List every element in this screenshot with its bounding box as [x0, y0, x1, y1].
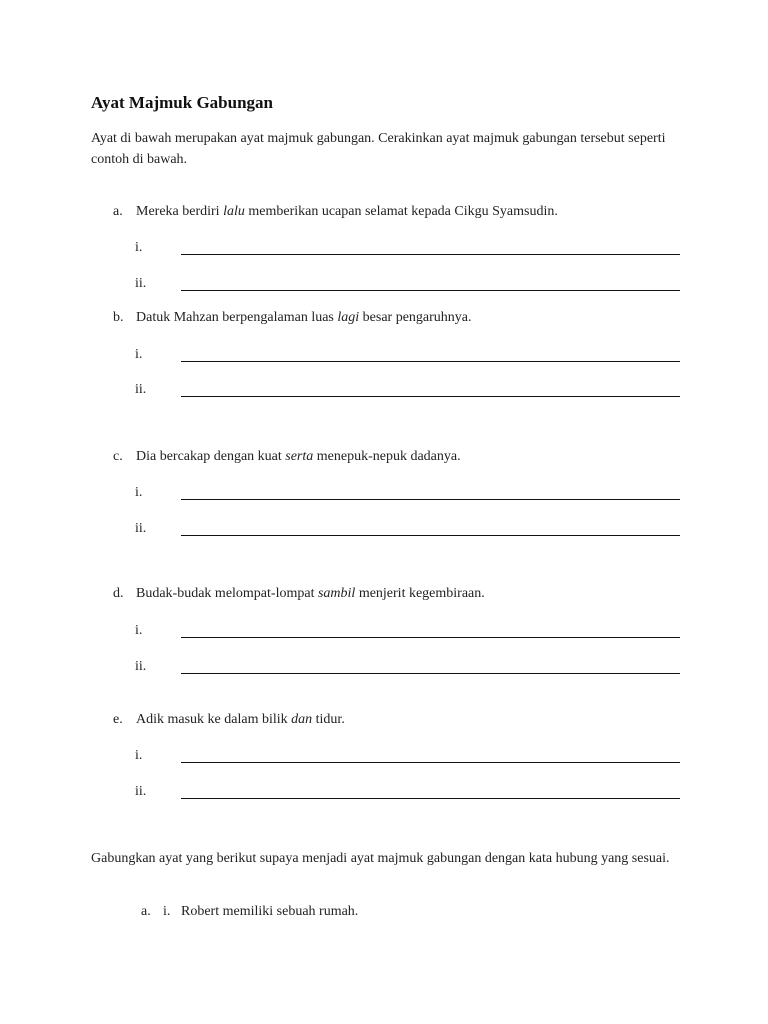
answer-number: ii. — [135, 382, 147, 397]
answer-number: ii. — [135, 784, 147, 799]
question-letter: c. — [113, 449, 123, 464]
page-title: Ayat Majmuk Gabungan — [91, 93, 273, 112]
answer-number: i. — [135, 623, 143, 638]
question-text-before: Datuk Mahzan berpengalaman luas — [136, 310, 338, 325]
answer-number: i. — [135, 347, 143, 362]
item-letter: a. — [141, 904, 151, 919]
question-text-after: besar pengaruhnya. — [359, 310, 472, 325]
answer-number: i. — [135, 485, 143, 500]
question-c — [113, 448, 713, 466]
conjunction-word: serta — [285, 449, 314, 464]
answer-rule — [181, 499, 680, 500]
answer-rule — [181, 637, 680, 638]
answer-line-c-ii[interactable] — [135, 519, 680, 539]
answer-rule — [181, 535, 680, 536]
answer-rule — [181, 361, 680, 362]
question-letter: a. — [113, 204, 123, 219]
question-text-before: Budak-budak melompat-lompat — [136, 586, 318, 601]
question-text-after: memberikan ucapan selamat kepada Cikgu Syamsudin. — [244, 204, 558, 219]
question-d — [113, 585, 713, 603]
answer-line-d-i[interactable] — [135, 621, 680, 641]
answer-number: ii. — [135, 276, 147, 291]
answer-number: ii. — [135, 521, 147, 536]
answer-line-e-i[interactable] — [135, 746, 680, 766]
answer-line-a-i[interactable] — [135, 238, 680, 258]
answer-line-c-i[interactable] — [135, 483, 680, 503]
conjunction-word: sambil — [317, 586, 356, 601]
item-text: Robert memiliki sebuah rumah. — [181, 904, 359, 919]
question-text-after: menepuk-nepuk dadanya. — [313, 449, 461, 464]
section2-instruction: Gabungkan ayat yang berikut supaya menjadi ayat majmuk gabungan dengan kata hubung yang sesuai. — [91, 851, 670, 866]
question-text-before: Adik masuk ke dalam bilik — [136, 712, 292, 727]
answer-rule — [181, 290, 680, 291]
question-letter: b. — [113, 310, 124, 325]
conjunction-word: dan — [291, 712, 313, 727]
answer-rule — [181, 762, 680, 763]
question-e — [113, 711, 713, 729]
answer-rule — [181, 396, 680, 397]
conjunction-word: lagi — [337, 310, 360, 325]
answer-number: i. — [135, 240, 143, 255]
answer-line-a-ii[interactable] — [135, 274, 680, 294]
answer-line-b-ii[interactable] — [135, 380, 680, 400]
question-text-before: Dia bercakap dengan kuat — [136, 449, 286, 464]
intro-paragraph: Ayat di bawah merupakan ayat majmuk gabungan. Cerakinkan ayat majmuk gabungan tersebut seperti contoh di bawah. — [91, 131, 666, 167]
section2-item-a — [141, 903, 358, 921]
question-b — [113, 309, 713, 327]
answer-number: ii. — [135, 659, 147, 674]
answer-rule — [181, 673, 680, 674]
answer-rule — [181, 254, 680, 255]
conjunction-word: lalu — [223, 204, 245, 219]
answer-rule — [181, 798, 680, 799]
question-text-after: menjerit kegembiraan. — [355, 586, 485, 601]
answer-number: i. — [135, 748, 143, 763]
question-a — [113, 203, 713, 221]
question-letter: d. — [113, 586, 124, 601]
question-text-after: tidur. — [312, 712, 345, 727]
question-text-before: Mereka berdiri — [136, 204, 224, 219]
question-letter: e. — [113, 712, 123, 727]
answer-line-e-ii[interactable] — [135, 782, 680, 802]
item-roman: i. — [163, 904, 171, 919]
answer-line-b-i[interactable] — [135, 345, 680, 365]
answer-line-d-ii[interactable] — [135, 657, 680, 677]
